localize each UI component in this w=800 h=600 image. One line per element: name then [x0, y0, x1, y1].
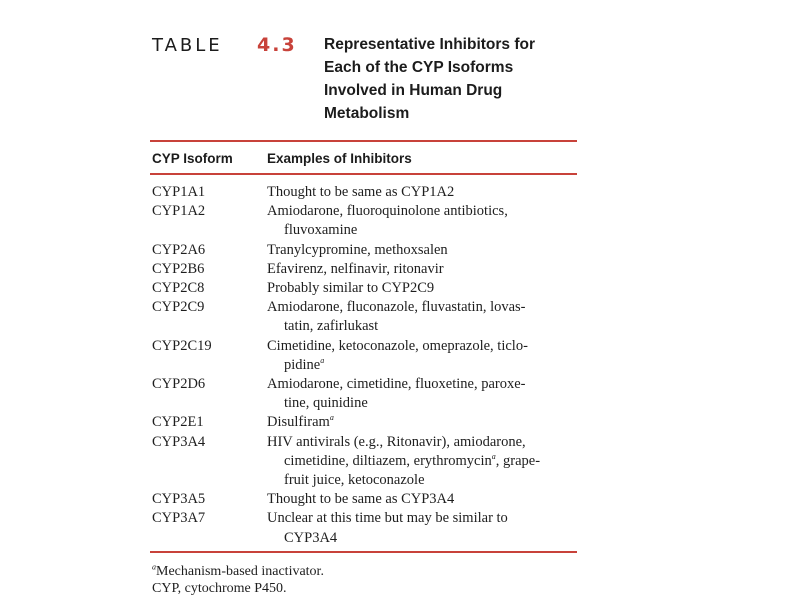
table-title [324, 33, 584, 125]
inhibitor-text: Tranylcypromine, methoxsalen [267, 241, 448, 258]
column-header-isoform: CYP Isoform [152, 151, 233, 166]
inhibitors-cell [267, 298, 577, 336]
table-row [152, 202, 577, 240]
inhibitor-line [267, 202, 577, 221]
title-line: Metabolism [324, 105, 410, 122]
inhibitors-cell [267, 260, 577, 279]
footnote-marker: a [152, 562, 156, 572]
isoform-cell: CYP2B6 [152, 260, 205, 277]
inhibitor-line [267, 356, 577, 375]
inhibitors-cell [267, 375, 577, 413]
inhibitor-line [267, 337, 577, 356]
isoform-cell: CYP2C8 [152, 280, 205, 297]
inhibitors-cell [267, 241, 577, 260]
footnote-a-text: Mechanism-based inactivator. [156, 564, 324, 579]
inhibitor-text: tine, quinidine [284, 395, 368, 412]
table-row [152, 509, 577, 547]
isoform-cell: CYP3A5 [152, 491, 206, 508]
isoform-cell: CYP3A7 [152, 510, 206, 527]
inhibitor-line [267, 298, 577, 317]
table-body [152, 183, 577, 548]
inhibitor-text: Amiodarone, fluconazole, fluvastatin, lovas- [267, 299, 526, 316]
inhibitor-text: Probably similar to CYP2C9 [267, 280, 435, 297]
inhibitor-line [267, 394, 577, 413]
table-row [152, 375, 577, 413]
inhibitor-line [267, 471, 577, 490]
title-line: Each of the CYP Isoforms [324, 59, 514, 76]
isoform-cell: CYP2D6 [152, 376, 206, 393]
table-label: TABLE [152, 35, 223, 56]
inhibitor-line [267, 529, 577, 548]
isoform-cell: CYP3A4 [152, 433, 206, 450]
table-row [152, 413, 577, 432]
inhibitor-line [267, 509, 577, 528]
table-row [152, 260, 577, 279]
inhibitor-line [267, 490, 577, 509]
isoform-cell: CYP2A6 [152, 241, 206, 258]
table-row [152, 337, 577, 375]
inhibitor-line [267, 279, 577, 298]
footnote-a [152, 563, 324, 580]
inhibitor-line [267, 260, 577, 279]
table-row [152, 490, 577, 509]
inhibitors-cell [267, 490, 577, 509]
isoform-cell: CYP2C9 [152, 299, 205, 316]
inhibitors-cell [267, 183, 577, 202]
inhibitor-text: Thought to be same as CYP3A4 [267, 491, 455, 508]
isoform-cell: CYP2E1 [152, 414, 204, 431]
footnote-marker: a [491, 452, 496, 462]
inhibitor-line [267, 317, 577, 336]
inhibitor-line [267, 452, 577, 471]
inhibitors-cell [267, 337, 577, 375]
inhibitor-text: tatin, zafirlukast [284, 318, 379, 335]
table-row [152, 279, 577, 298]
isoform-cell: CYP1A1 [152, 184, 206, 200]
inhibitor-text: Efavirenz, nelfinavir, ritonavir [267, 260, 444, 277]
inhibitor-text: cimetidine, diltiazem, erythromycin [284, 452, 492, 469]
inhibitor-line [267, 375, 577, 394]
inhibitor-text-continued: , grape- [495, 452, 541, 469]
inhibitor-text: fruit juice, ketoconazole [284, 472, 425, 489]
inhibitor-text: fluvoxamine [284, 222, 358, 239]
inhibitor-text: Cimetidine, ketoconazole, omeprazole, ticlo- [267, 337, 528, 354]
isoform-cell: CYP1A2 [152, 203, 206, 220]
inhibitor-line [267, 183, 577, 202]
bottom-rule [150, 551, 577, 553]
inhibitor-text: HIV antivirals (e.g., Ritonavir), amiodarone, [267, 433, 526, 450]
table-row [152, 241, 577, 260]
column-header-inhibitors: Examples of Inhibitors [267, 151, 412, 166]
top-rule [150, 140, 577, 142]
footnote-marker: a [329, 413, 334, 423]
title-line: Involved in Human Drug [324, 82, 503, 99]
inhibitor-line [267, 413, 577, 432]
inhibitor-text: CYP3A4 [284, 529, 338, 546]
inhibitor-line [267, 433, 577, 452]
inhibitors-cell [267, 202, 577, 240]
isoform-cell: CYP2C19 [152, 337, 212, 354]
title-line: Representative Inhibitors for [324, 36, 536, 53]
table-row [152, 183, 577, 202]
inhibitors-cell [267, 509, 577, 547]
table-number: 4.3 [257, 34, 297, 56]
inhibitor-text: Amiodarone, cimetidine, fluoxetine, paroxe- [267, 376, 526, 393]
footnote-abbrev: CYP, cytochrome P450. [152, 581, 287, 596]
inhibitors-cell [267, 433, 577, 491]
inhibitor-text: pidine [284, 356, 321, 373]
footnote-marker: a [320, 356, 325, 365]
header-rule [150, 173, 577, 175]
inhibitors-cell [267, 413, 577, 432]
inhibitor-text: Unclear at this time but may be similar to [267, 510, 508, 527]
footnotes [152, 563, 324, 597]
inhibitor-line [267, 221, 577, 240]
inhibitor-text: Amiodarone, fluoroquinolone antibiotics, [267, 203, 508, 220]
inhibitor-text: Disulfiram [267, 414, 330, 431]
inhibitor-text: Thought to be same as CYP1A2 [267, 184, 455, 200]
inhibitor-line [267, 241, 577, 260]
table-row [152, 433, 577, 491]
table-row [152, 298, 577, 336]
inhibitors-cell [267, 279, 577, 298]
